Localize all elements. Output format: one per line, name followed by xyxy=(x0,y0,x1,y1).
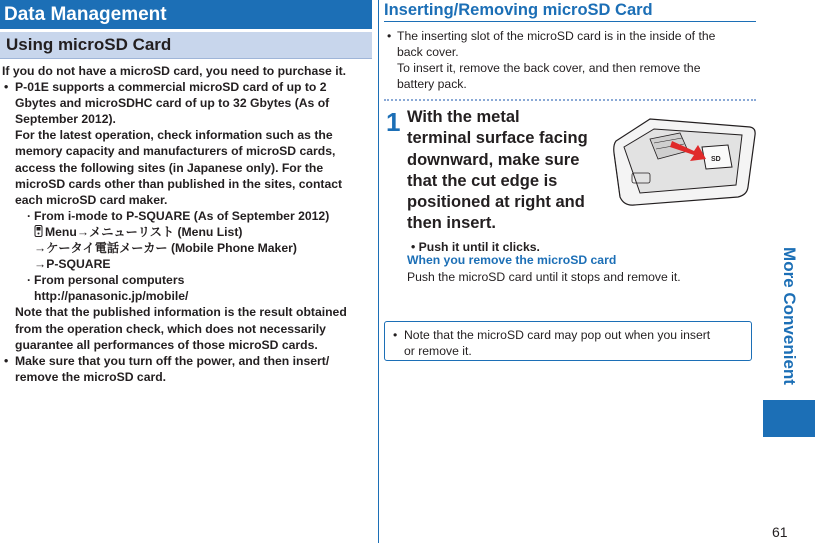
intro-text: If you do not have a microSD card, you need to purchase it. xyxy=(2,64,347,78)
dot-marker: · xyxy=(27,208,32,223)
site-pc xyxy=(15,272,372,288)
text-line xyxy=(34,224,372,240)
remove-body: Push the microSD card until it stops and remove it. xyxy=(407,270,681,284)
site-label: From i-mode to P-SQUARE (As of September 2012) xyxy=(34,208,330,223)
bullet-microsd-support xyxy=(2,79,372,353)
text-line: For the latest operation, check information such as the xyxy=(15,128,333,143)
site-imode xyxy=(15,208,372,224)
page-number: 61 xyxy=(772,524,788,540)
subsection-title: Using microSD Card xyxy=(0,32,372,59)
section-title: Data Management xyxy=(0,0,372,29)
step-1 xyxy=(384,103,756,253)
side-tab-marker xyxy=(763,400,815,437)
text-line: remove the microSD card. xyxy=(15,369,167,384)
step-line: that the cut edge is xyxy=(407,171,558,190)
note-text xyxy=(387,327,751,359)
side-tab-label: More Convenient xyxy=(780,247,799,385)
step-instruction xyxy=(407,107,607,255)
text-line: from the operation check, which does not necessarily xyxy=(15,321,326,336)
text-line: access the following sites (in Japanese only). For the xyxy=(15,160,324,175)
i-mode-menu-icon xyxy=(34,225,43,237)
text-line: Note that the published information is the result obtained xyxy=(15,305,347,320)
phone-microsd-illustration xyxy=(610,111,758,211)
step-line: then insert. xyxy=(407,214,496,233)
step-number: 1 xyxy=(386,107,401,137)
bullet-marker: • xyxy=(4,353,9,368)
text-line: battery pack. xyxy=(397,77,467,91)
menu-path xyxy=(15,224,372,272)
text-line: Gbytes and microSDHC card of up to 32 Gbytes (As of xyxy=(15,96,330,111)
text-line: memory capacity and manufacturers of microSD cards, xyxy=(15,144,336,159)
note-line: Note that the microSD card may pop out when you insert xyxy=(404,328,711,342)
remove-title: When you remove the microSD card xyxy=(407,253,617,267)
text-line: each microSD card maker. xyxy=(15,192,168,207)
step-line: With the metal xyxy=(407,108,520,126)
dot-marker: · xyxy=(27,273,32,288)
step-line: positioned at right and xyxy=(407,193,585,212)
menu-path-line: →ケータイ電話メーカー (Mobile Phone Maker) xyxy=(34,241,297,256)
menu-path-line: Menu→メニューリスト (Menu List) xyxy=(45,224,243,239)
site-label: From personal computers xyxy=(34,273,185,288)
text-line: guarantee all performances of those microSD cards. xyxy=(15,337,318,352)
right-column xyxy=(384,0,756,358)
svg-text:SD: SD xyxy=(711,156,721,163)
menu-path-line: →P-SQUARE xyxy=(34,257,111,272)
step-subnote-text: Push it until it clicks. xyxy=(418,239,540,254)
right-section-title: Inserting/Removing microSD Card xyxy=(384,0,756,22)
text-line: To insert it, remove the back cover, and then remove the xyxy=(397,61,701,75)
text-line: back cover. xyxy=(397,45,459,59)
bullet-marker: • xyxy=(411,239,416,254)
column-divider xyxy=(378,0,379,543)
text-line: The inserting slot of the microSD card is in the inside of the xyxy=(397,29,716,43)
note-box xyxy=(384,321,752,361)
text-line: September 2012). xyxy=(15,112,116,127)
step-subnote xyxy=(411,239,607,255)
text-line: Make sure that you turn off the power, and then insert/ xyxy=(15,353,330,368)
note-line: or remove it. xyxy=(404,344,472,358)
bullet-marker: • xyxy=(4,80,9,95)
step-line: downward, make sure xyxy=(407,150,580,169)
site-url: http://panasonic.jp/mobile/ xyxy=(34,289,189,304)
bullet-marker: • xyxy=(393,328,398,342)
left-column xyxy=(0,0,372,385)
side-tab xyxy=(763,236,815,396)
dotted-divider xyxy=(384,99,756,101)
text-line: microSD cards other than published in the sites, contact xyxy=(15,176,343,191)
text-line: P-01E supports a commercial microSD card of up to 2 xyxy=(15,80,327,95)
bullet-slot-location xyxy=(384,28,756,92)
bullet-marker: • xyxy=(387,29,392,43)
bullet-power-off xyxy=(2,353,372,385)
step-line: terminal surface facing xyxy=(407,129,588,148)
